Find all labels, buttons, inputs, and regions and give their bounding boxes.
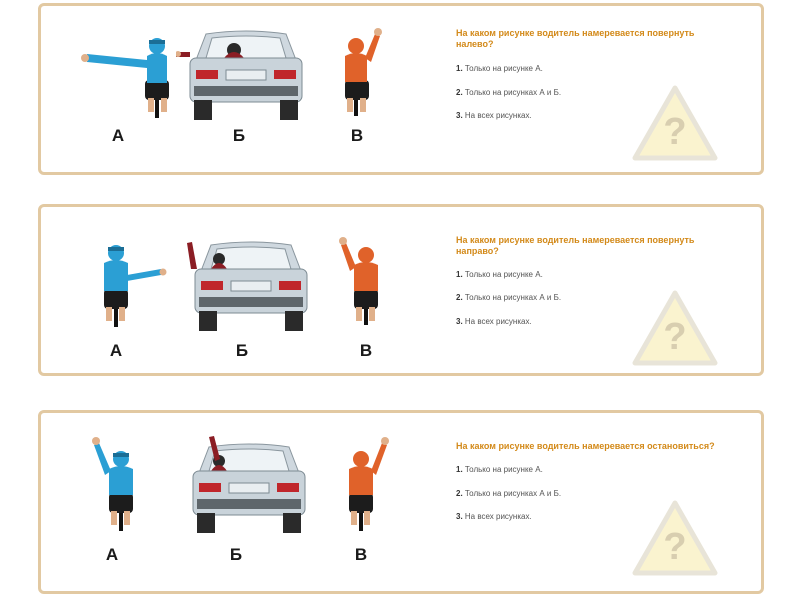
- question-title: На каком рисунке водитель намеревается повернуть направо?: [456, 235, 695, 256]
- question-card-3: [38, 410, 764, 594]
- answer-option-2[interactable]: [456, 88, 561, 97]
- svg-text:?: ?: [663, 111, 687, 153]
- svg-text:?: ?: [663, 526, 687, 568]
- cyclist-v-right-arm-up-figure: [331, 24, 391, 119]
- answer-option-2[interactable]: [456, 489, 561, 498]
- option-text: Только на рисунках А и Б.: [464, 88, 562, 97]
- option-number: 3.: [456, 317, 463, 326]
- car-b-arm-up-figure: [181, 237, 321, 332]
- answer-option-3[interactable]: [456, 317, 532, 326]
- option-number: 2.: [456, 293, 463, 302]
- option-number: 3.: [456, 111, 463, 120]
- car-b-arm-up-figure: [179, 435, 319, 535]
- option-text: Только на рисунке А.: [464, 64, 543, 73]
- option-text: Только на рисунке А.: [464, 270, 543, 279]
- label-v: В: [350, 126, 364, 145]
- option-text: На всех рисунках.: [464, 111, 532, 120]
- label-a: А: [105, 545, 119, 564]
- cyclist-a-left-arm-out-figure: [79, 26, 169, 121]
- answer-option-2[interactable]: [456, 293, 561, 302]
- option-number: 3.: [456, 512, 463, 521]
- svg-text:?: ?: [663, 316, 687, 358]
- question-triangle-icon: [631, 499, 719, 579]
- cyclist-v-left-arm-up-figure: [336, 233, 396, 328]
- question-card-1: [38, 3, 764, 175]
- option-number: 2.: [456, 88, 463, 97]
- option-text: Только на рисунке А.: [464, 465, 543, 474]
- option-text: На всех рисунках.: [464, 512, 532, 521]
- answer-option-1[interactable]: [456, 465, 543, 474]
- label-b: Б: [229, 545, 243, 564]
- answer-option-1[interactable]: [456, 270, 543, 279]
- answer-option-3[interactable]: [456, 111, 532, 120]
- cyclist-a-bent-arm-figure: [91, 235, 191, 330]
- option-number: 1.: [456, 465, 463, 474]
- question-card-2: [38, 204, 764, 376]
- answer-option-1[interactable]: [456, 64, 543, 73]
- question-title: На каком рисунке водитель намеревается остановиться?: [456, 441, 715, 451]
- option-text: На всех рисунках.: [464, 317, 532, 326]
- question-triangle-icon: [631, 84, 719, 164]
- question-triangle-icon: [631, 289, 719, 369]
- option-text: Только на рисунках А и Б.: [464, 489, 562, 498]
- label-a: А: [109, 341, 123, 360]
- label-v: В: [359, 341, 373, 360]
- label-a: А: [111, 126, 125, 145]
- label-v: В: [354, 545, 368, 564]
- option-number: 1.: [456, 64, 463, 73]
- question-title: На каком рисунке водитель намеревается повернуть налево?: [456, 28, 695, 49]
- label-b: Б: [235, 341, 249, 360]
- answer-option-3[interactable]: [456, 512, 532, 521]
- cyclist-a-left-arm-up-figure: [91, 433, 151, 533]
- cyclist-v-right-arm-up-figure: [336, 433, 396, 533]
- label-b: Б: [232, 126, 246, 145]
- option-text: Только на рисунках А и Б.: [464, 293, 562, 302]
- option-number: 1.: [456, 270, 463, 279]
- option-number: 2.: [456, 489, 463, 498]
- car-b-arm-left-figure: [176, 24, 316, 124]
